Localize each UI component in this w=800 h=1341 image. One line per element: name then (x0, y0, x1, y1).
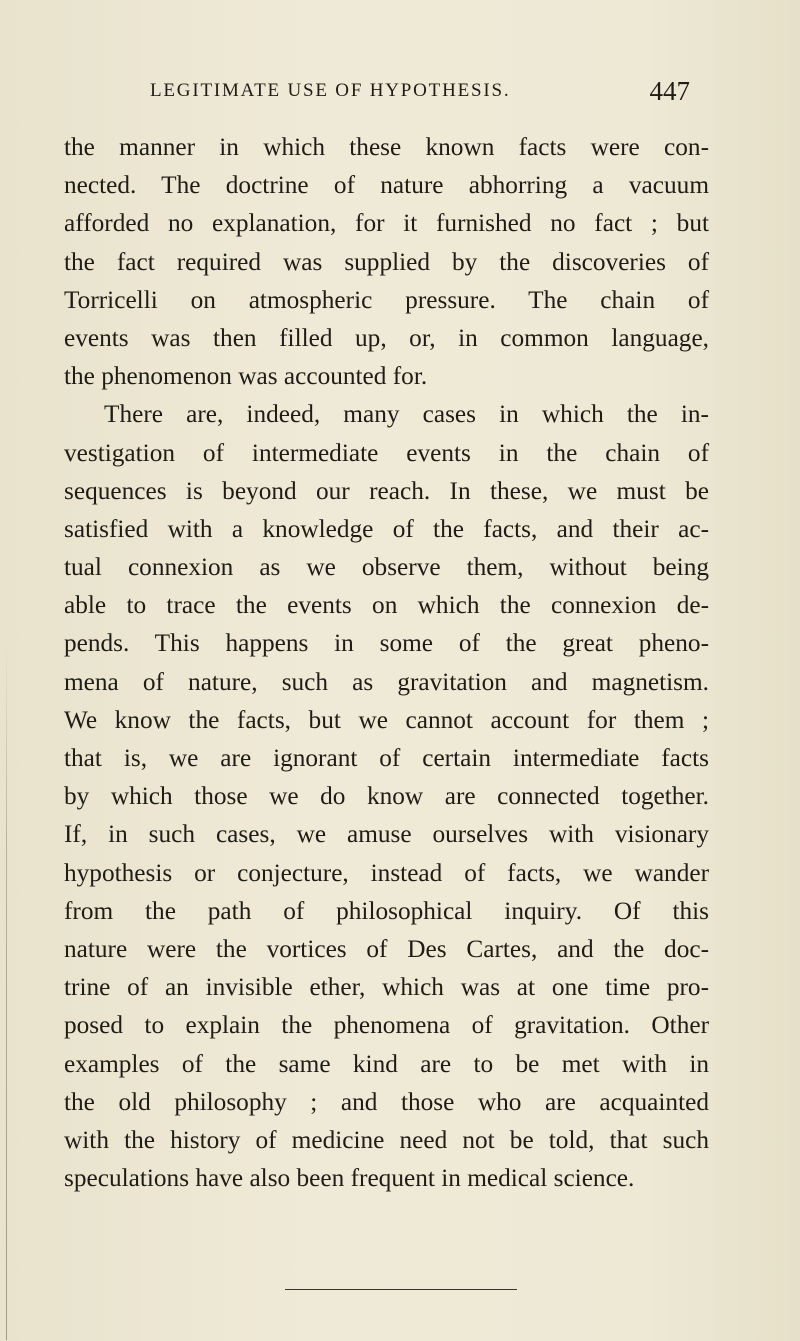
text-line: events was then filled up, or, in common language, (64, 323, 709, 352)
text-line: the manner in which these known facts were con- (64, 133, 709, 161)
text-line: examples of the same kind are to be met with in (64, 1049, 709, 1078)
text-line: If, in such cases, we amuse ourselves with visionary (64, 820, 709, 849)
text-line: nature were the vortices of Des Cartes, and the doc- (64, 934, 709, 963)
text-line: satisfied with a knowledge of the facts, and their ac- (64, 514, 709, 543)
text-line: that is, we are ignorant of certain intermediate facts (64, 744, 709, 772)
text-line: posed to explain the phenomena of gravitation. Other (64, 1011, 709, 1040)
page-number: 447 (649, 76, 690, 106)
text-line: by which those we do know are connected together. (64, 782, 709, 811)
text-line: vestigation of intermediate events in the chain of (64, 438, 709, 467)
text-line: hypothesis or conjecture, instead of facts, we wander (64, 858, 709, 887)
text-line: with the history of medicine need not be told, that such (64, 1125, 709, 1154)
text-line: tual connexion as we observe them, without being (64, 553, 709, 582)
section-rule (285, 1289, 517, 1290)
text-line: trine of an invisible ether, which was at one time pro- (64, 973, 709, 1002)
text-line: We know the facts, but we cannot account for them ; (64, 705, 709, 734)
text-line: nected. The doctrine of nature abhorring a vacuum (64, 171, 709, 200)
text-line: Torricelli on atmospheric pressure. The chain of (64, 285, 709, 314)
text-line: pends. This happens in some of the great pheno- (64, 629, 709, 658)
text-line: mena of nature, such as gravitation and magnetism. (64, 667, 709, 696)
text-line: from the path of philosophical inquiry. Of this (64, 896, 709, 925)
text-line: afforded no explanation, for it furnished no fact ; but (64, 209, 709, 238)
running-head (150, 76, 690, 110)
text-line: sequences is beyond our reach. In these, we must be (64, 476, 709, 505)
paragraph-start-line: There are, indeed, many cases in which the in- (104, 400, 709, 429)
text-line: the fact required was supplied by the discoveries of (64, 247, 709, 276)
body-text (64, 128, 709, 1197)
text-line: speculations have also been frequent in medical science. (64, 1164, 635, 1193)
running-title: LEGITIMATE USE OF HYPOTHESIS. (150, 80, 511, 101)
page-edge-shadow (6, 640, 7, 1340)
text-line: the old philosophy ; and those who are acquainted (64, 1087, 709, 1116)
text-line: the phenomenon was accounted for. (64, 362, 428, 391)
text-line: able to trace the events on which the connexion de- (64, 591, 709, 620)
